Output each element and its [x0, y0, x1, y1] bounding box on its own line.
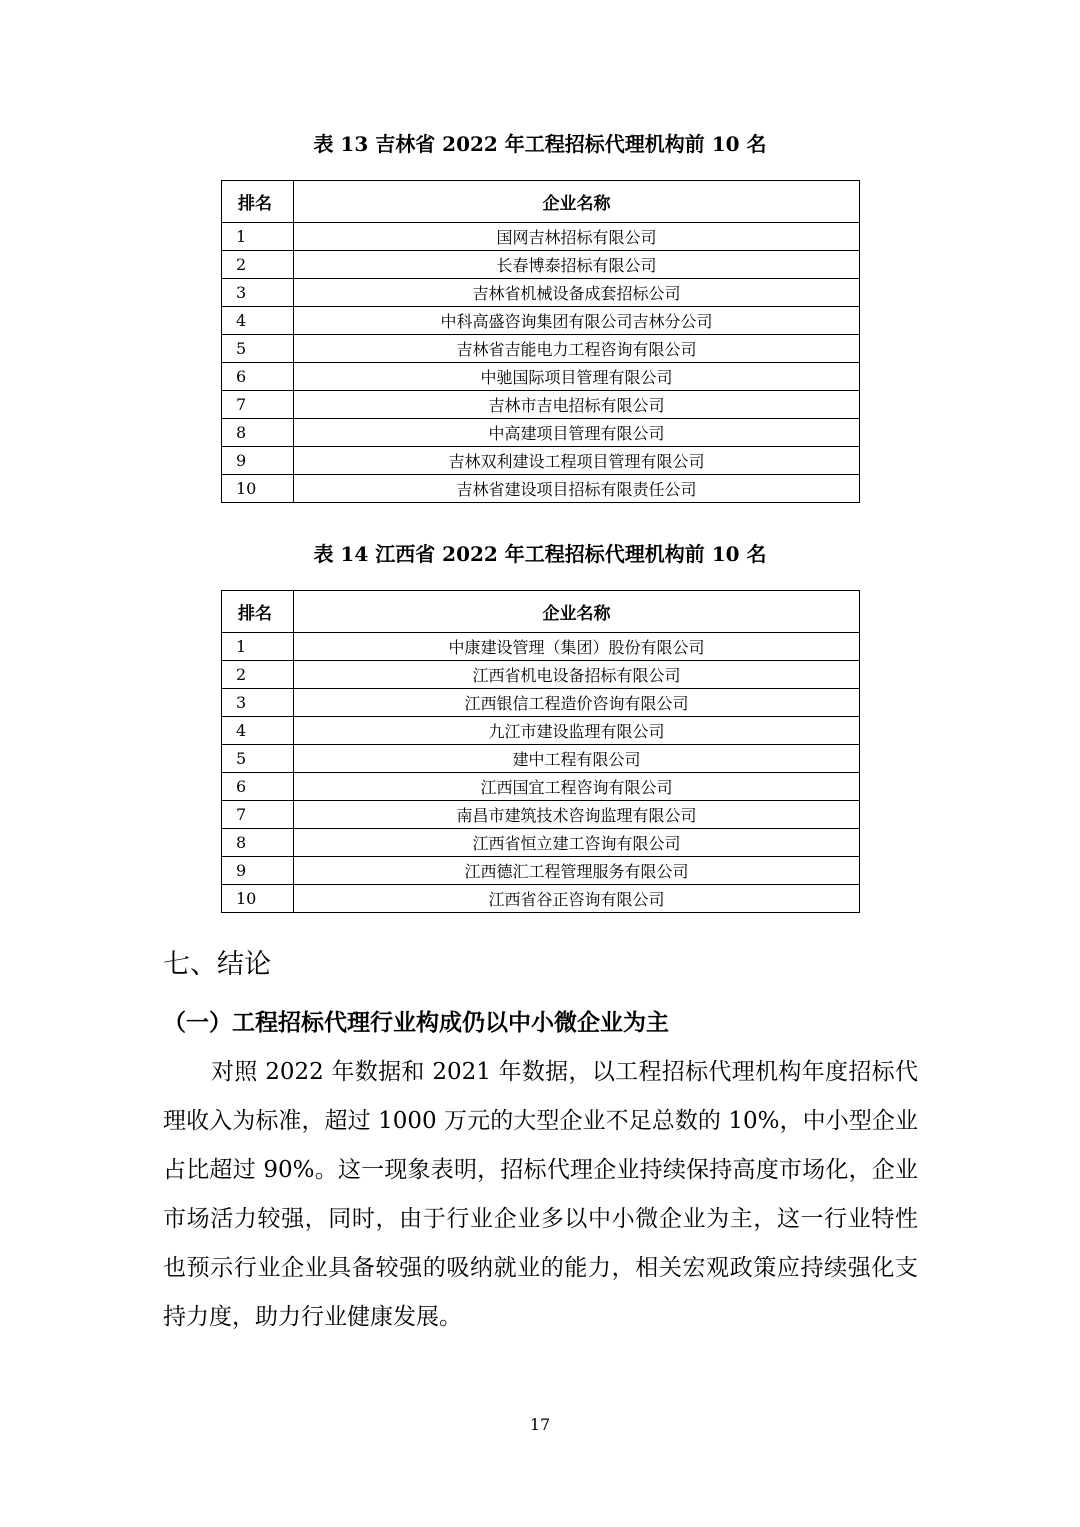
table-row — [222, 391, 860, 419]
company-name-column-header: 企业名称 — [294, 181, 860, 223]
company-name-cell: 江西省机电设备招标有限公司 — [294, 661, 860, 689]
rank-cell: 9 — [222, 447, 294, 475]
table-row — [222, 885, 860, 913]
table-row — [222, 251, 860, 279]
page-number: 17 — [529, 1415, 551, 1434]
rank-cell: 2 — [222, 661, 294, 689]
table-13-caption: 表 13 吉林省 2022 年工程招标代理机构前 10 名 — [313, 132, 767, 156]
table-row — [222, 279, 860, 307]
rank-cell: 10 — [222, 885, 294, 913]
body-paragraph: 对照 2022 年数据和 2021 年数据，以工程招标代理机构年度招标代理收入为标准，超过 1000 万元的大型企业不足总数的 10%，中小型企业占比超过 90%。这一现象表明，招标代理企业持续保持高度市场化，企业市场活力较强，同时，由于行业企业多以中小微企业为主，这一行业特性也预示行业企业具备较强的吸纳就业的能力，相关宏观政策应持续强化支持力度，助力行业健康发展。 — [163, 1059, 918, 1330]
company-name-cell: 中康建设管理（集团）股份有限公司 — [294, 633, 860, 661]
rank-cell: 5 — [222, 335, 294, 363]
table-header-row — [222, 181, 860, 223]
rank-cell: 4 — [222, 307, 294, 335]
rank-cell: 8 — [222, 829, 294, 857]
rank-cell: 9 — [222, 857, 294, 885]
table-row — [222, 363, 860, 391]
rank-cell: 6 — [222, 363, 294, 391]
subsection-heading: （一）工程招标代理行业构成仍以中小微企业为主 — [163, 1010, 669, 1036]
company-name-cell: 江西银信工程造价咨询有限公司 — [294, 689, 860, 717]
rank-cell: 3 — [222, 689, 294, 717]
table-row — [222, 745, 860, 773]
rank-cell: 5 — [222, 745, 294, 773]
company-name-cell: 南昌市建筑技术咨询监理有限公司 — [294, 801, 860, 829]
rank-cell: 7 — [222, 391, 294, 419]
table-row — [222, 223, 860, 251]
rank-cell: 1 — [222, 633, 294, 661]
company-name-cell: 建中工程有限公司 — [294, 745, 860, 773]
table-row — [222, 689, 860, 717]
table-row — [222, 419, 860, 447]
section-heading-conclusion: 七、结论 — [163, 949, 271, 980]
rank-cell: 2 — [222, 251, 294, 279]
company-name-cell: 吉林省建设项目招标有限责任公司 — [294, 475, 860, 503]
company-name-cell: 江西省恒立建工咨询有限公司 — [294, 829, 860, 857]
rank-cell: 4 — [222, 717, 294, 745]
table-row — [222, 447, 860, 475]
rank-cell: 1 — [222, 223, 294, 251]
company-name-cell: 吉林市吉电招标有限公司 — [294, 391, 860, 419]
rank-cell: 6 — [222, 773, 294, 801]
table-header-row — [222, 591, 860, 633]
company-name-cell: 九江市建设监理有限公司 — [294, 717, 860, 745]
company-name-cell: 中高建项目管理有限公司 — [294, 419, 860, 447]
company-name-cell: 江西国宜工程咨询有限公司 — [294, 773, 860, 801]
table-row — [222, 307, 860, 335]
table-row — [222, 829, 860, 857]
rank-cell: 3 — [222, 279, 294, 307]
table-row — [222, 475, 860, 503]
table-row — [222, 661, 860, 689]
company-name-cell: 江西德汇工程管理服务有限公司 — [294, 857, 860, 885]
company-name-cell: 中驰国际项目管理有限公司 — [294, 363, 860, 391]
table-row — [222, 335, 860, 363]
table-row — [222, 717, 860, 745]
table-14-caption: 表 14 江西省 2022 年工程招标代理机构前 10 名 — [313, 542, 767, 566]
rank-column-header: 排名 — [222, 591, 294, 633]
table-row — [222, 801, 860, 829]
table-row — [222, 857, 860, 885]
rank-cell: 10 — [222, 475, 294, 503]
company-name-cell: 吉林双利建设工程项目管理有限公司 — [294, 447, 860, 475]
company-name-cell: 国网吉林招标有限公司 — [294, 223, 860, 251]
table-row — [222, 773, 860, 801]
table-13 — [221, 180, 860, 503]
company-name-column-header: 企业名称 — [294, 591, 860, 633]
table-14 — [221, 590, 860, 913]
company-name-cell: 中科高盛咨询集团有限公司吉林分公司 — [294, 307, 860, 335]
company-name-cell: 江西省谷正咨询有限公司 — [294, 885, 860, 913]
rank-column-header: 排名 — [222, 181, 294, 223]
rank-cell: 7 — [222, 801, 294, 829]
table-row — [222, 633, 860, 661]
company-name-cell: 吉林省机械设备成套招标公司 — [294, 279, 860, 307]
company-name-cell: 长春博泰招标有限公司 — [294, 251, 860, 279]
rank-cell: 8 — [222, 419, 294, 447]
company-name-cell: 吉林省吉能电力工程咨询有限公司 — [294, 335, 860, 363]
